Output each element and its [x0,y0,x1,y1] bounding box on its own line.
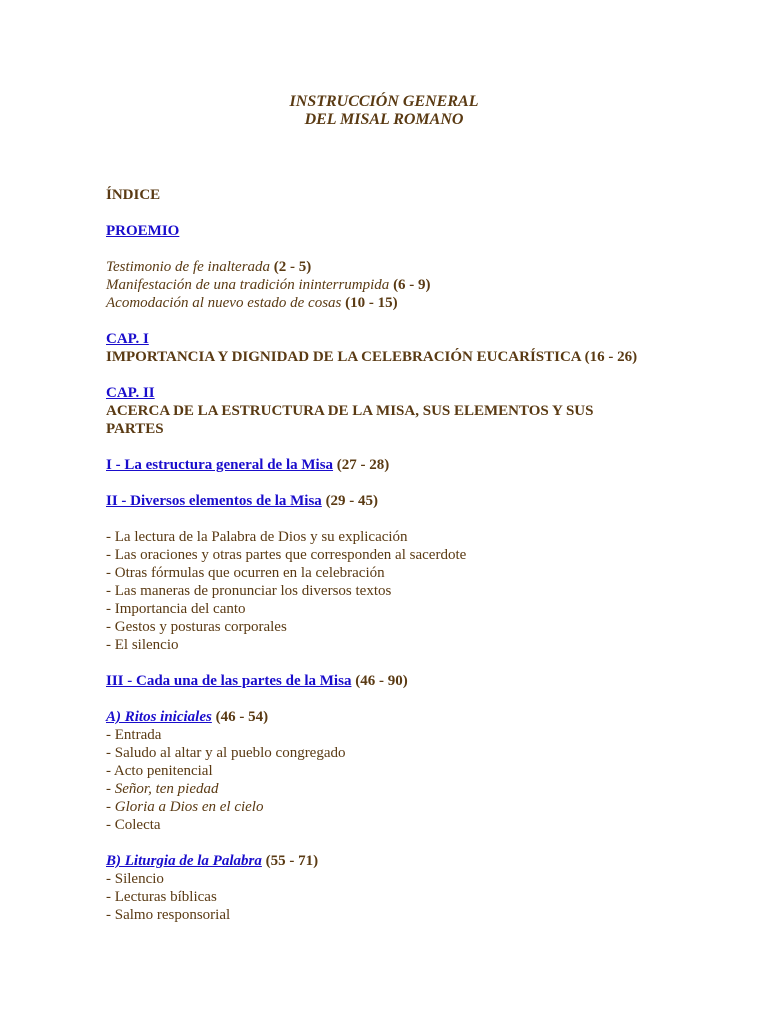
section-1-link[interactable]: I - La estructura general de la Misa [106,457,334,473]
list-item: - La lectura de la Palabra de Dios y su explicación [106,529,408,545]
section-2-range: (29 - 45) [325,493,379,509]
proemio-item-text: Manifestación de una tradición ininterrumpida [106,277,390,293]
list-item: - Colecta [106,817,161,833]
list-item: - Saludo al altar y al pueblo congregado [106,745,346,761]
proemio-item [106,276,726,294]
list-item: - Señor, ten piedad [106,781,219,797]
list-item: - Entrada [106,727,162,743]
list-item: - Las maneras de pronunciar los diversos textos [106,583,392,599]
document-title [106,93,662,129]
ritos-iniciales-link[interactable]: A) Ritos iniciales [106,709,212,725]
liturgia-palabra-link[interactable]: B) Liturgia de la Palabra [106,853,262,869]
cap-1-range: (16 - 26) [584,349,638,365]
cap-2-link[interactable]: CAP. II [106,385,155,401]
list-item: - Silencio [106,871,164,887]
cap-1-title [106,348,726,366]
proemio-item [106,258,726,276]
title-line-2: DEL MISAL ROMANO [304,111,464,128]
section-1-range: (27 - 28) [336,457,390,473]
list-item: - Salmo responsorial [106,907,231,923]
cap-1-title-text: IMPORTANCIA Y DIGNIDAD DE LA CELEBRACIÓN EUCARÍSTICA [106,349,581,365]
list-item: - Acto penitencial [106,763,213,779]
proemio-link[interactable]: PROEMIO [106,223,180,239]
list-item: - El silencio [106,637,179,653]
cap-1-link[interactable]: CAP. I [106,331,149,347]
proemio-item-range: (10 - 15) [345,295,398,311]
section-2-link[interactable]: II - Diversos elementos de la Misa [106,493,322,509]
proemio-item-range: (2 - 5) [273,259,312,275]
section-3-link[interactable]: III - Cada una de las partes de la Misa [106,673,352,689]
list-item: - Gestos y posturas corporales [106,619,287,635]
title-line-1: INSTRUCCIÓN GENERAL [289,93,479,110]
liturgia-palabra-range: (55 - 71) [265,853,319,869]
document-page [106,93,726,924]
list-item: - Las oraciones y otras partes que corresponden al sacerdote [106,547,467,563]
cap-2-title-line-1: ACERCA DE LA ESTRUCTURA DE LA MISA, SUS ELEMENTOS Y SUS [106,403,594,419]
proemio-item-range: (6 - 9) [393,277,431,293]
list-item: - Importancia del canto [106,601,246,617]
proemio-item-text: Acomodación al nuevo estado de cosas [106,295,342,311]
list-item: - Lecturas bíblicas [106,889,217,905]
cap-2-title-line-2: PARTES [106,421,164,437]
ritos-iniciales-range: (46 - 54) [215,709,269,725]
index-heading: ÍNDICE [106,187,161,203]
proemio-item [106,294,726,312]
list-item: - Otras fórmulas que ocurren en la celebración [106,565,385,581]
proemio-item-text: Testimonio de fe inalterada [106,259,271,275]
list-item: - Gloria a Dios en el cielo [106,799,264,815]
section-3-range: (46 - 90) [355,673,408,689]
